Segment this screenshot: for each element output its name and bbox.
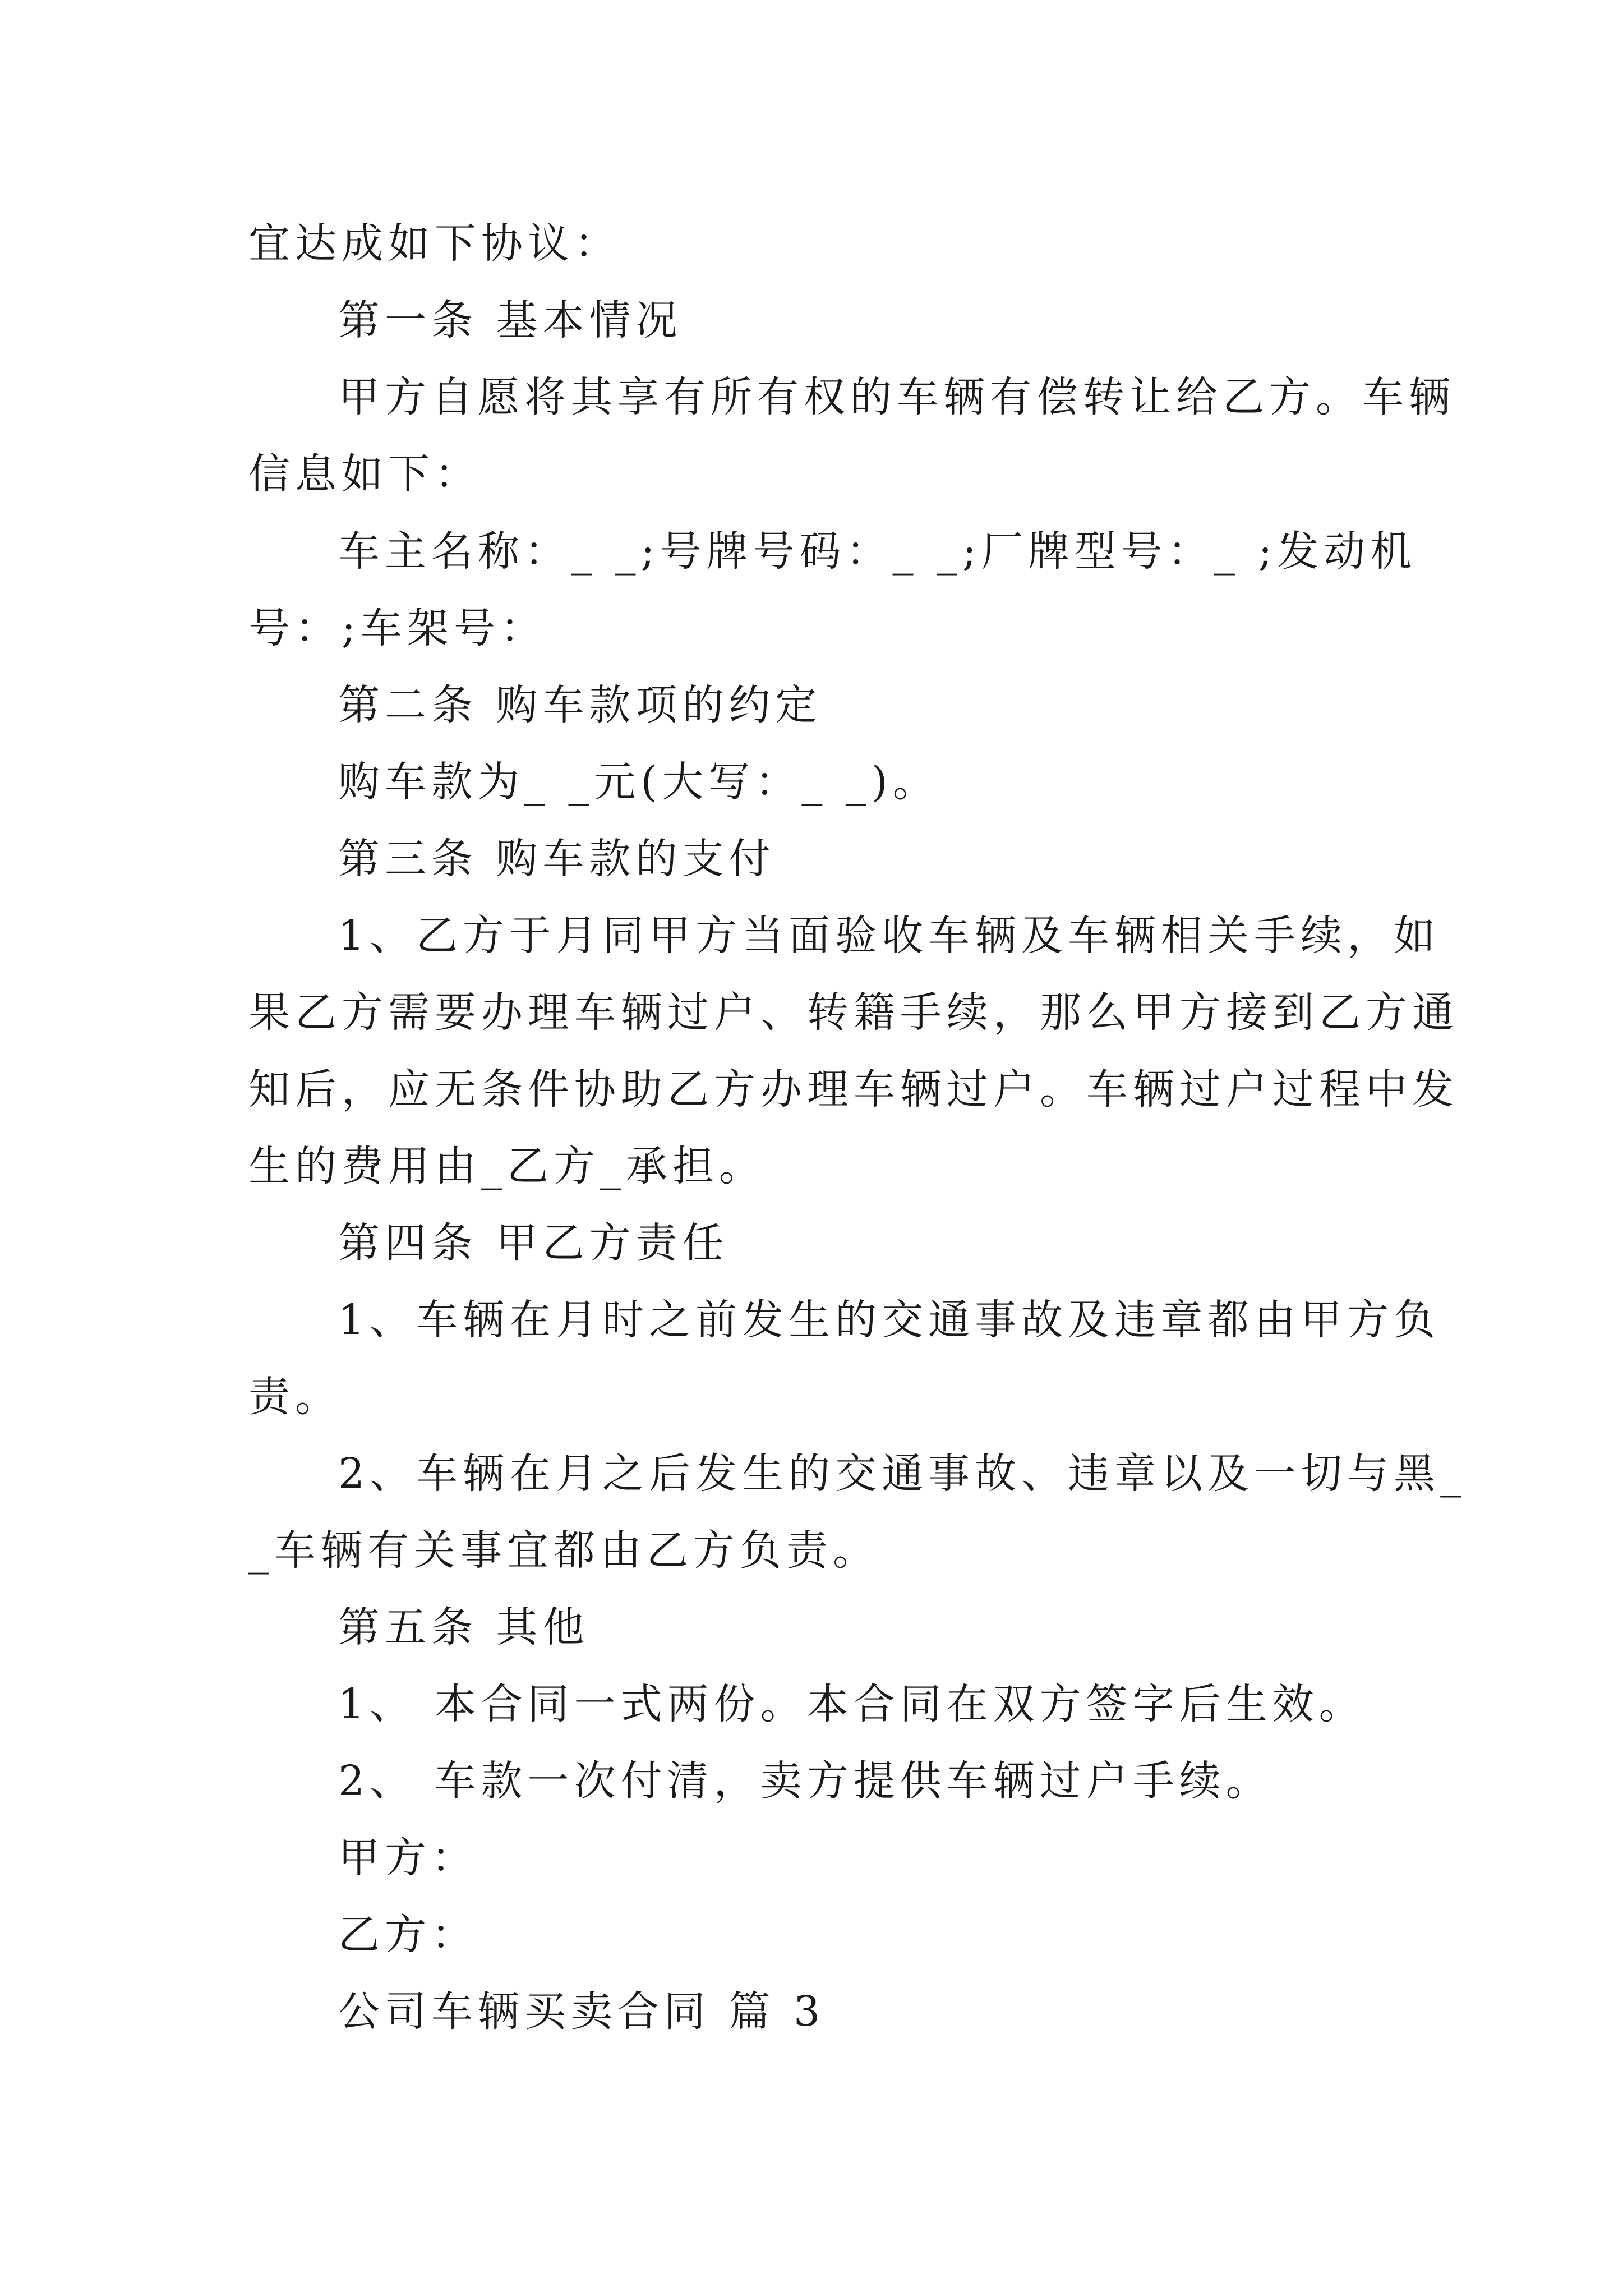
section-heading: 第五条 其他: [338, 1603, 589, 1651]
text-line: 生的费用由_乙方_承担。: [248, 1142, 766, 1190]
document-subtitle: 公司车辆买卖合同 篇 3: [338, 1987, 826, 2036]
signature-label-party-a: 甲方：: [338, 1834, 478, 1882]
text-line: 车主名称：_ _;号牌号码：_ _;厂牌型号：_ ;发动机: [338, 527, 1417, 576]
text-line: 果乙方需要办理车辆过户、转籍手续，那么甲方接到乙方通: [248, 988, 1459, 1037]
text-line: 2、 车款一次付清，卖方提供车辆过户手续。: [338, 1757, 1272, 1805]
section-heading: 第一条 基本情况: [338, 296, 683, 344]
text-line: 1、车辆在月时之前发生的交通事故及违章都由甲方负: [338, 1296, 1441, 1344]
text-line: 1、乙方于月同甲方当面验收车辆及车辆相关手续，如: [338, 912, 1441, 960]
signature-label-party-b: 乙方：: [338, 1911, 478, 1959]
text-line: _车辆有关事宜都由乙方负责。: [248, 1526, 879, 1575]
section-heading: 第三条 购车款的支付: [338, 835, 776, 883]
text-line: 信息如下：: [248, 450, 481, 498]
text-line: 购车款为_ _元(大写：_ _)。: [338, 758, 939, 806]
section-heading: 第四条 甲乙方责任: [338, 1219, 729, 1267]
text-line: 知后，应无条件协助乙方办理车辆过户。车辆过户过程中发: [248, 1065, 1459, 1114]
text-line: 2、车辆在月之后发生的交通事故、违章以及一切与黑_: [338, 1450, 1467, 1498]
text-line: 甲方自愿将其享有所有权的车辆有偿转让给乙方。车辆: [338, 373, 1455, 421]
text-line: 宜达成如下协议：: [248, 219, 621, 268]
text-line: 号：;车架号：: [248, 604, 547, 652]
section-heading: 第二条 购车款项的约定: [338, 681, 822, 729]
text-line: 1、 本合同一式两份。本合同在双方签字后生效。: [338, 1680, 1366, 1728]
text-line: 责。: [248, 1373, 342, 1421]
